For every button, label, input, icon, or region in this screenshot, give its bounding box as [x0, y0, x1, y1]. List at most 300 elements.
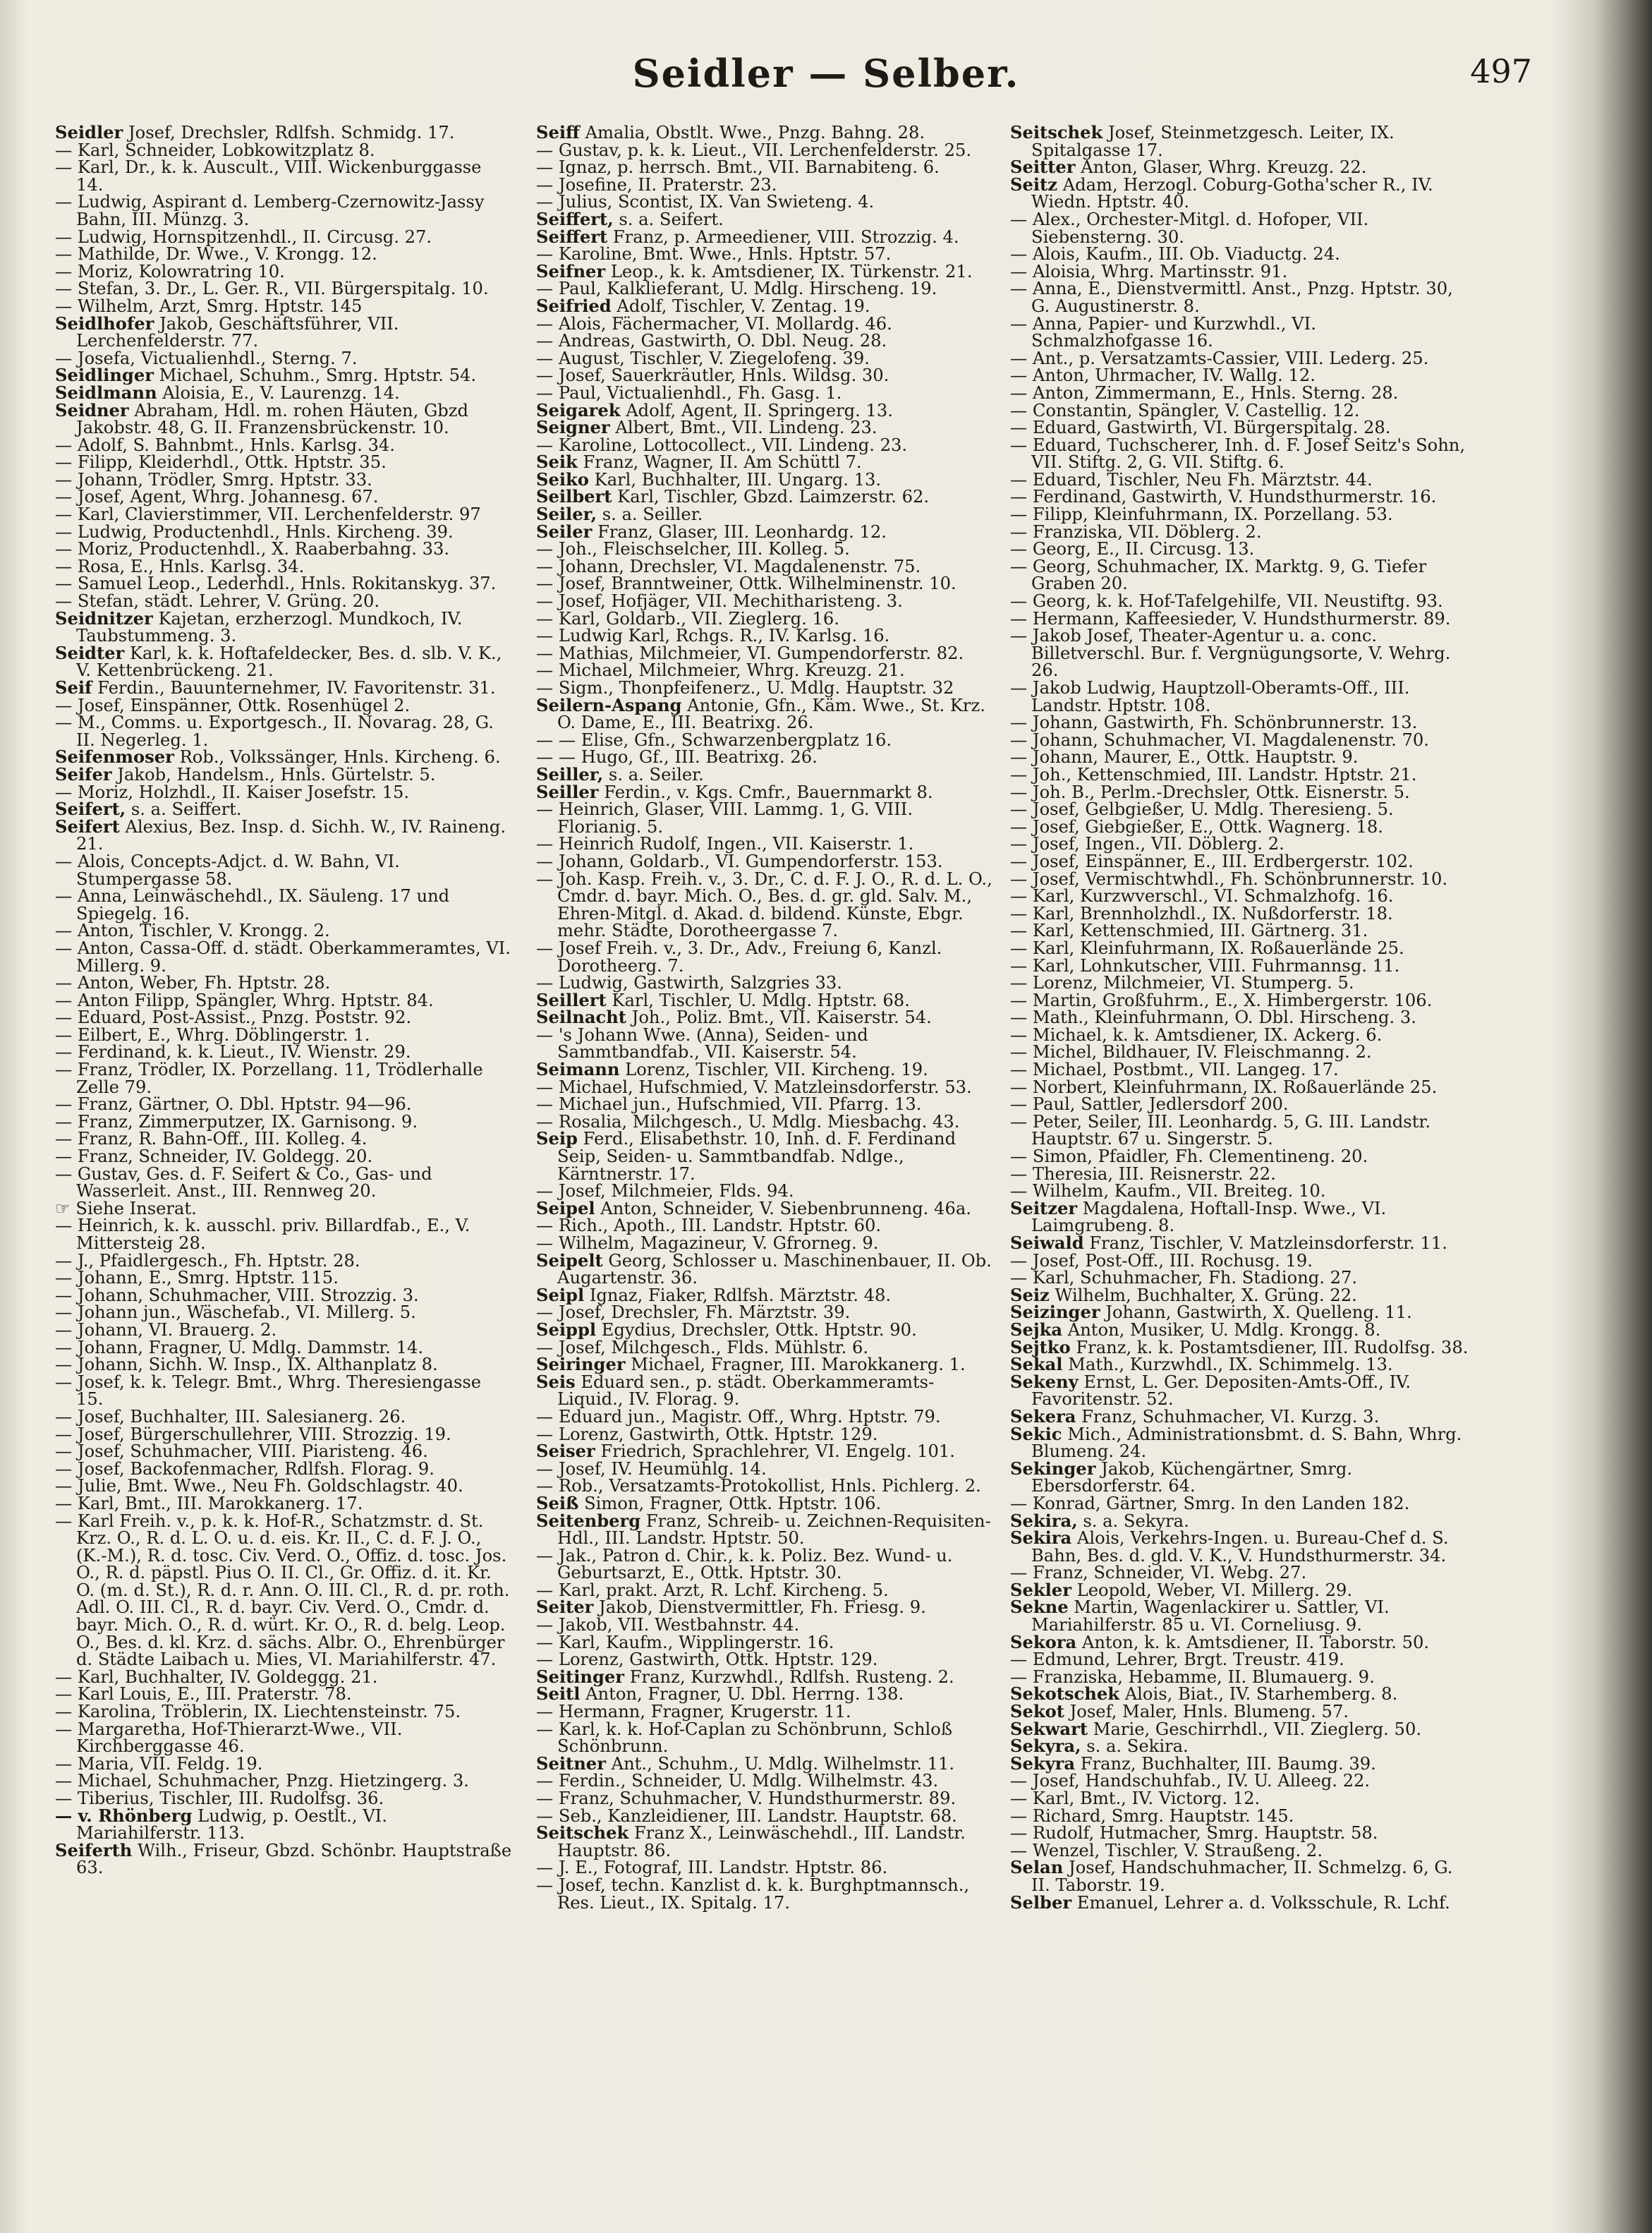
entry-text: — Anton, Cassa-Off. d. städt. Oberkammeramtes, VI. Millerg. 9. [55, 938, 511, 976]
directory-entry [1010, 382, 1469, 403]
entry-text: — Jakob, VII. Westbahnstr. 44. [536, 1615, 800, 1635]
directory-entry [536, 540, 995, 558]
entry-surname: Sekne [1010, 1597, 1069, 1618]
entry-surname: Sekler [1010, 1579, 1071, 1600]
entry-surname: Selan [1010, 1857, 1064, 1878]
entry-text: — Ferdinand, Gastwirth, V. Hundsthurmerstr. 16. [1010, 487, 1437, 507]
entry-text: — Rosalia, Milchgesch., U. Mdlg. Miesbachg. 43. [536, 1111, 960, 1132]
directory-entry [536, 1582, 995, 1599]
entry-text: — Karl, prakt. Arzt, R. Lchf. Kircheng. 5. [536, 1580, 889, 1600]
entry-text: — Johann, VI. Brauerg. 2. [55, 1319, 277, 1340]
directory-entry [1010, 1842, 1469, 1860]
entry-surname: Seilbert [536, 486, 612, 507]
entry-text: — Karl, Lohnkutscher, VIII. Fuhrmannsg. 11. [1010, 955, 1400, 976]
entry-text: — Joh. B., Perlm.-Drechsler, Ottk. Eisnerstr. 5. [1010, 782, 1410, 802]
directory-entry [1010, 521, 1469, 542]
entry-text: — Wilhelm, Arzt, Smrg. Hptstr. 145 [55, 296, 363, 316]
directory-entry [536, 1426, 995, 1444]
entry-text: Karl, Buchhalter, III. Ungarg. 13. [588, 469, 882, 490]
entry-surname: Seidlmann [55, 382, 157, 403]
entry-text: — Moriz, Productenhdl., X. Raaberbahng. 33. [55, 539, 450, 559]
entry-surname: Seidlhofer [55, 313, 154, 334]
entry-text: — Josef, Milchgesch., Flds. Mühlstr. 6. [536, 1337, 869, 1357]
entry-text: Emanuel, Lehrer a. d. Volksschule, R. Lchf. [1071, 1892, 1450, 1913]
directory-entry [536, 732, 995, 749]
directory-entry [55, 607, 514, 646]
directory-entry [55, 124, 514, 142]
directory-entry [1010, 1304, 1469, 1321]
entry-text: — Franz, Schuhmacher, V. Hundsthurmerstr. 89. [536, 1789, 956, 1808]
entry-text: — Johann, Schuhmacher, VI. Magdalenenstr. 70. [1010, 730, 1429, 750]
entry-text: — Franz, Zimmerputzer, IX. Garnisong. 9. [55, 1111, 418, 1132]
directory-entry [1010, 1683, 1469, 1705]
entry-text: — Lorenz, Gastwirth, Ottk. Hptstr. 129. [536, 1424, 878, 1444]
entry-text: Franz, k. k. Postamtsdiener, III. Rudolfsg. 38. [1070, 1337, 1469, 1357]
entry-text: Adam, Herzogl. Coburg-Gotha'scher R., IV. Wiedn. Hptstr. 40. [1031, 174, 1433, 212]
directory-entry [1010, 1043, 1469, 1061]
entry-text: — Alois, Kaufm., III. Ob. Viaductg. 24. [1010, 244, 1340, 265]
directory-entry [1010, 315, 1469, 350]
entry-text: Adolf, Tischler, V. Zentag. 19. [611, 296, 870, 316]
entry-text: — Michael, Postbmt., VII. Langeg. 17. [1010, 1060, 1339, 1080]
directory-entry [1010, 263, 1469, 281]
directory-entry [1010, 1460, 1469, 1495]
entry-text: — — Elise, Gfn., Schwarzenbergplatz 16. [536, 730, 892, 750]
directory-entry [536, 662, 995, 679]
entry-text: Math., Kurzwhdl., IX. Schimmelg. 13. [1062, 1355, 1393, 1375]
directory-entry [536, 1356, 995, 1374]
directory-entry [536, 1130, 995, 1182]
entry-text: Martin, Wagenlackirer u. Sattler, VI. Mariahilferstr. 85 u. VI. Corneliusg. 9. [1031, 1597, 1390, 1635]
entry-text: Franz, p. Armeediener, VIII. Strozzig. 4. [607, 226, 959, 247]
directory-entry [55, 801, 514, 818]
entry-text: — Andreas, Gastwirth, O. Dbl. Neug. 28. [536, 331, 887, 351]
entry-surname: Sekeny [1010, 1371, 1079, 1392]
entry-text: Alois, Biat., IV. Starhemberg. 8. [1119, 1684, 1398, 1705]
entry-surname: Seiwald [1010, 1233, 1084, 1253]
directory-entry [1010, 1009, 1469, 1027]
entry-text: — Franz, R. Bahn-Off., III. Kolleg. 4. [55, 1129, 368, 1149]
entry-text: Franz X., Leinwäschehdl., III. Landstr. Hauptstr. 86. [557, 1823, 966, 1860]
directory-entry [1010, 124, 1469, 159]
entry-surname: Sekot [1010, 1701, 1064, 1722]
entry-text: Franz, Wagner, II. Am Schüttl 7. [577, 452, 862, 473]
entry-surname: Seiringer [536, 1354, 626, 1375]
entry-text: — Josef, Bürgerschullehrer, VIII. Strozzig. 19. [55, 1424, 451, 1444]
directory-entry [536, 1634, 995, 1652]
directory-entry [1010, 835, 1469, 853]
entry-surname: Seitz [1010, 174, 1057, 195]
entry-surname: Seipl [536, 1284, 585, 1305]
entry-text: — Johann, Maurer, E., Ottk. Hauptstr. 9. [1010, 747, 1359, 768]
directory-entry [536, 1096, 995, 1113]
directory-entry [1010, 1096, 1469, 1113]
entry-text: — Karl Freih. v., p. k. k. Hof-R., Schatzmstr. d. St. Krz. O., R. d. L. O. u. d. eis. Kr. II., C. d. F. J. O., (K.-M.), R. d. tosc. Civ. Verd. O., Offiz. d. tosc. Jos. O., R. d. päpstl. Pius O. II. Cl., Gr. Offiz. d. it. Kr. O. (m. d. St.), R. d. r. Ann. O. III. Cl., R. d. pr. roth. Adl. O. III. Cl., R. d. bayr. Civ. Verd. O., Cmdr. d. bayr. Mich. O., R. d. würt. Kr. O., R. d. belg. Leop. O., Bes. d. kl. Krz. d. sächs. Albr. O., Ehrenbürger d. Städte Laibach u. Mies, VI. Mariahilferstr. 47. [55, 1511, 510, 1670]
directory-entry [536, 142, 995, 159]
directory-entry [1010, 1371, 1469, 1410]
directory-entry [55, 1666, 514, 1687]
directory-entry [536, 763, 995, 785]
entry-text: — Michael, Hufschmied, V. Matzleinsdorferstr. 53. [536, 1077, 972, 1097]
directory-entry [536, 1304, 995, 1321]
entry-text: Jakob, Geschäftsführer, VII. Lerchenfelderstr. 77. [76, 313, 399, 351]
entry-text: — Ludwig, Productenhdl., Hnls. Kircheng. 39. [55, 521, 454, 542]
directory-entry [1010, 610, 1469, 628]
directory-entry [1010, 974, 1469, 992]
entry-surname: Seidler [55, 124, 123, 143]
directory-entry [55, 853, 514, 888]
entry-surname: Seizinger [1010, 1302, 1100, 1323]
directory-entry [55, 1130, 514, 1148]
entry-text: — Rosa, E., Hnls. Karlsg. 34. [55, 556, 305, 576]
directory-entry [55, 818, 514, 853]
directory-entry [536, 1599, 995, 1616]
directory-entry [55, 280, 514, 298]
directory-entry [1010, 627, 1469, 679]
directory-entry [536, 1408, 995, 1426]
entry-text: Adolf, Agent, II. Springerg. 13. [620, 400, 893, 420]
directory-entry [536, 1061, 995, 1079]
directory-entry [536, 1113, 995, 1131]
directory-entry [536, 1079, 995, 1096]
directory-entry [536, 350, 995, 368]
entry-text: Franz, Kurzwhdl., Rdlfsh. Rusteng. 2. [624, 1666, 954, 1687]
entry-text: — Georg, k. k. Hof-Tafelgehilfe, VII. Neustiftg. 93. [1010, 591, 1443, 612]
directory-entry [1010, 1252, 1469, 1270]
entry-surname: Seifert, [55, 799, 126, 820]
directory-entry [55, 679, 514, 697]
directory-entry [55, 488, 514, 506]
directory-entry [536, 315, 995, 333]
directory-entry [536, 627, 995, 645]
entry-text: — Franz, Schneider, VI. Webg. 27. [1010, 1563, 1307, 1583]
entry-text: — Karl, Dr., k. k. Auscult., VIII. Wickenburggasse 14. [55, 157, 482, 195]
directory-entry [55, 226, 514, 247]
directory-entry [1010, 1163, 1469, 1184]
entry-text: — Johann, E., Smrg. Hptstr. 115. [55, 1268, 339, 1288]
entry-text: — Karoline, Bmt. Wwe., Hnls. Hptstr. 57. [536, 244, 892, 265]
entry-surname: Sekal [1010, 1354, 1063, 1375]
directory-entry [1010, 1579, 1469, 1600]
page-header [0, 51, 1652, 107]
entry-text: — Josef, Einspänner, E., III. Erdbergerstr. 102. [1010, 851, 1414, 871]
entry-surname: Selber [1010, 1892, 1072, 1913]
directory-entry [1010, 1564, 1469, 1582]
directory-entry [1010, 922, 1469, 940]
directory-entry [55, 1477, 514, 1495]
entry-surname: Seipelt [536, 1249, 603, 1271]
entry-text: Franz, Buchhalter, III. Baumg. 39. [1075, 1753, 1376, 1774]
directory-entry [1010, 871, 1469, 888]
entry-text: — Paul, Victualienhdl., Fh. Gasg. 1. [536, 382, 842, 403]
entry-text: — Ludwig, Hornspitzenhdl., II. Circusg. 27. [55, 226, 432, 247]
entry-text: Josef, Maler, Hnls. Blumeng. 57. [1064, 1702, 1349, 1722]
directory-entry [55, 1513, 514, 1669]
directory-entry [1010, 471, 1469, 489]
directory-entry [536, 610, 995, 628]
entry-text: Ludwig, p. Oestlt., VI. Mariahilferstr. 113. [76, 1805, 387, 1844]
directory-entry [55, 399, 514, 438]
entry-text: Anton, k. k. Amtsdiener, II. Taborstr. 50. [1076, 1632, 1430, 1652]
entry-text: — Georg, E., II. Circusg. 13. [1010, 539, 1255, 559]
directory-entry [1010, 1651, 1469, 1669]
directory-entry [1010, 1269, 1469, 1287]
directory-entry [536, 1371, 995, 1410]
directory-entry [1010, 437, 1469, 471]
directory-entry [55, 1339, 514, 1357]
entry-text: — Josef, IV. Heumühlg. 14. [536, 1458, 767, 1479]
directory-entry [55, 1408, 514, 1426]
entry-text: — Wilhelm, Kaufm., VII. Breiteg. 10. [1010, 1181, 1326, 1202]
entry-text: — Mathias, Milchmeier, VI. Gumpendorferstr. 82. [536, 643, 964, 663]
entry-surname: Seillert [536, 989, 607, 1010]
entry-text: Rob., Volkssänger, Hnls. Kircheng. 6. [174, 747, 501, 768]
entry-text: — Julie, Bmt. Wwe., Neu Fh. Goldschlagstr. 40. [55, 1476, 463, 1496]
directory-entry [55, 1460, 514, 1478]
entry-text: s. a. Seifert. [613, 209, 724, 229]
directory-entry [1010, 246, 1469, 263]
entry-text: — Moriz, Kolowratring 10. [55, 261, 285, 282]
entry-surname: Seiter [536, 1597, 594, 1618]
directory-entry [1010, 1405, 1469, 1427]
entry-text: — Josef, Milchmeier, Flds. 94. [536, 1181, 794, 1202]
directory-entry [536, 1616, 995, 1634]
entry-surname: Seifer [55, 763, 112, 785]
entry-text: — Samuel Leop., Lederhdl., Hnls. Rokitanskyg. 37. [55, 574, 497, 594]
directory-entry [55, 315, 514, 350]
entry-text: — Wilhelm, Magazineur, V. Gfrorneg. 9. [536, 1233, 879, 1253]
entry-text: — Margaretha, Hof-Thierarzt-Wwe., VII. Kirchberggasse 46. [55, 1719, 403, 1757]
entry-surname: Seilern-Aspang [536, 694, 682, 715]
entry-text: Kajetan, erzherzogl. Mundkoch, IV. Taubstummeng. 3. [76, 608, 463, 646]
directory-entry [1010, 593, 1469, 610]
directory-entry [55, 263, 514, 281]
entry-surname: Sejtko [1010, 1336, 1071, 1357]
entry-surname: Seitinger [536, 1666, 625, 1687]
entry-text: Franz, Tischler, V. Matzleinsdorferstr. 11. [1083, 1233, 1447, 1253]
entry-text: — Anton Filipp, Spängler, Whrg. Hptstr. 84. [55, 990, 434, 1010]
entry-text: — Ferdin., Schneider, U. Mdlg. Wilhelmstr. 43. [536, 1771, 939, 1791]
directory-entry [55, 1755, 514, 1773]
directory-entry [1010, 853, 1469, 871]
directory-entry [55, 540, 514, 558]
entry-surname: Seitschek [536, 1822, 629, 1844]
directory-entry [55, 1304, 514, 1321]
entry-text: — Alex., Orchester-Mitgl. d. Hofoper, VII. Siebensterng. 30. [1010, 209, 1369, 247]
entry-text: — Franz, Gärtner, O. Dbl. Hptstr. 94—96. [55, 1094, 412, 1115]
entry-text: — Eduard jun., Magistr. Off., Whrg. Hptstr. 79. [536, 1406, 941, 1427]
directory-entry [55, 1772, 514, 1790]
entry-text: — Tiberius, Tischler, III. Rudolfsg. 36. [55, 1789, 384, 1808]
directory-entry [1010, 350, 1469, 368]
directory-entry [55, 575, 514, 593]
entry-text: Ernst, L. Ger. Depositen-Amts-Off., IV. Favoritenstr. 52. [1031, 1372, 1411, 1410]
entry-text: Ferd., Elisabethstr. 10, Inh. d. F. Ferdinand Seip, Seiden- u. Sammtbandfab. Ndlge., Kärntnerstr. 17. [557, 1129, 956, 1184]
entry-text: — Filipp, Kleinfuhrmann, IX. Porzellang. 53. [1010, 504, 1393, 525]
entry-text: s. a. Sekira. [1081, 1736, 1189, 1757]
entry-text: — Moriz, Holzhdl., II. Kaiser Josefstr. 15. [55, 782, 410, 802]
directory-entry [1010, 1527, 1469, 1566]
entry-text: — Ludwig, Aspirant d. Lemberg-Czernowitz-Jassy Bahn, III. Münzg. 3. [55, 192, 485, 229]
entry-surname: Seigner [536, 417, 610, 438]
entry-text: Michael, Schuhm., Smrg. Hptstr. 54. [153, 365, 477, 386]
entry-text: — Josef, Buchhalter, III. Salesianerg. 26. [55, 1406, 406, 1427]
entry-text: — Karl, Schneider, Lobkowitzplatz 8. [55, 140, 375, 160]
directory-entry [536, 176, 995, 194]
entry-text: — Johann, Gastwirth, Fh. Schönbrunnerstr. 13. [1010, 713, 1418, 733]
entry-text: — Karl, Clavierstimmer, VII. Lerchenfelderstr. 97 [55, 504, 481, 525]
directory-entry [536, 1547, 995, 1582]
entry-text: — Josef, Agent, Whrg. Johannesg. 67. [55, 487, 379, 507]
directory-entry [55, 1148, 514, 1166]
entry-text: — Richard, Smrg. Hauptstr. 145. [1010, 1805, 1294, 1826]
directory-entry [1010, 402, 1469, 420]
directory-entry [55, 471, 514, 489]
entry-text: Johann, Gastwirth, X. Quelleng. 11. [1100, 1302, 1412, 1323]
directory-entry [536, 1024, 995, 1063]
entry-surname: Seif [55, 677, 92, 698]
entry-text: — Karl, Bmt., IV. Victorg. 12. [1010, 1789, 1261, 1808]
entry-text: — Ludwig, Gastwirth, Salzgries 33. [536, 973, 842, 993]
entry-text: — Filipp, Kleiderhdl., Ottk. Hptstr. 35. [55, 452, 387, 473]
directory-entry [1010, 1423, 1469, 1462]
entry-text: — Josef, Vermischtwhdl., Fh. Schönbrunnerstr. 10. [1010, 869, 1448, 889]
directory-entry [536, 1683, 995, 1705]
directory-entry [55, 1024, 514, 1045]
entry-text: — Lorenz, Milchmeier, VI. Stumperg. 5. [1010, 973, 1354, 993]
entry-text: Josef, Steinmetzgesch. Leiter, IX. Spitalgasse 17. [1031, 124, 1395, 160]
entry-text: — Johann, Trödler, Smrg. Hptstr. 33. [55, 469, 372, 490]
entry-text: — Anton, Tischler, V. Krongg. 2. [55, 921, 330, 941]
entry-text: Franz, Schreib- u. Zeichnen-Requisiten-Hdl., III. Landstr. Hptstr. 50. [557, 1511, 991, 1549]
column-left [55, 124, 514, 2213]
entry-text: — Anna, E., Dienstvermittl. Anst., Pnzg. Hptstr. 30, G. Augustinerstr. 8. [1010, 279, 1453, 316]
entry-text: — Julius, Scontist, IX. Van Swieteng. 4. [536, 192, 875, 212]
entry-surname: Sekira [1010, 1527, 1072, 1549]
entry-text: — Rudolf, Hutmacher, Smrg. Hauptstr. 58. [1010, 1823, 1378, 1844]
directory-entry [536, 419, 995, 437]
directory-entry [536, 853, 995, 871]
directory-entry [55, 1686, 514, 1703]
directory-entry [536, 1703, 995, 1721]
entry-text: — Math., Kleinfuhrmann, O. Dbl. Hirscheng. 3. [1010, 1007, 1416, 1028]
entry-text: — Martin, Großfuhrm., E., X. Himbergerstr. 106. [1010, 990, 1433, 1010]
entry-surname: Seifenmoser [55, 746, 174, 768]
entry-text: — Josef, Einspänner, Ottk. Rosenhügel 2. [55, 695, 411, 715]
entry-text: — Anton, Weber, Fh. Hptstr. 28. [55, 973, 331, 993]
directory-entry [536, 159, 995, 176]
directory-entry [536, 1824, 995, 1859]
entry-surname: Sekera [1010, 1405, 1076, 1427]
entry-text: — Simon, Pfaidler, Fh. Clementineng. 20. [1010, 1146, 1368, 1167]
directory-entry [536, 871, 995, 940]
column-middle [536, 124, 995, 2213]
entry-text: — Joh., Fleischselcher, III. Kolleg. 5. [536, 539, 850, 559]
directory-entry [1010, 1772, 1469, 1790]
directory-entry [1010, 905, 1469, 923]
entry-text: — Wenzel, Tischler, V. Straußeng. 2. [1010, 1840, 1323, 1860]
entry-text: — Eduard, Tuchscherer, Inh. d. F. Josef Seitz's Sohn, VII. Stiftg. 2, G. VII. Stiftg. 6. [1010, 435, 1466, 473]
directory-entry [55, 1356, 514, 1374]
entry-text: — — Hugo, Gf., III. Beatrixg. 26. [536, 747, 818, 768]
entry-surname: — v. Rhönberg [55, 1805, 193, 1826]
directory-entry [536, 1460, 995, 1478]
directory-entry [1010, 367, 1469, 385]
entry-text: Jakob, Dienstvermittler, Fh. Friesg. 9. [593, 1597, 926, 1618]
directory-entry [55, 193, 514, 228]
directory-entry [536, 749, 995, 766]
directory-entry [536, 1217, 995, 1235]
directory-entry [536, 940, 995, 974]
directory-entry [1010, 1495, 1469, 1513]
directory-entry [536, 575, 995, 593]
directory-entry [1010, 1631, 1469, 1652]
directory-entry [55, 159, 514, 193]
entry-text: — Karl, Brennholzhdl., IX. Nußdorferstr. 18. [1010, 903, 1393, 924]
directory-entry [1010, 1113, 1469, 1148]
entry-text: — Adolf, S. Bahnbmt., Hnls. Karlsg. 34. [55, 435, 395, 455]
entry-text: Simon, Fragner, Ottk. Hptstr. 106. [578, 1493, 882, 1513]
entry-text: — Josef, Handschuhfab., IV. U. Alleeg. 22. [1010, 1771, 1371, 1791]
entry-text: — Sigm., Thonpfeifenerz., U. Mdlg. Hauptstr. 32 [536, 678, 954, 698]
entry-text: — Paul, Sattler, Jedlersdorf 200. [1010, 1094, 1289, 1115]
entry-text: s. a. Seiffert. [126, 799, 242, 820]
entry-text: — Anna, Leinwäschehdl., IX. Säuleng. 17 und Spiegelg. 16. [55, 886, 450, 924]
directory-entry [536, 1284, 995, 1305]
directory-entry [55, 558, 514, 576]
entry-surname: Seitl [536, 1683, 581, 1705]
entry-text: Franz, Glaser, III. Leonhardg. 12. [592, 521, 887, 542]
directory-entry [1010, 280, 1469, 315]
directory-entry [1010, 940, 1469, 957]
entry-text: Alexius, Bez. Insp. d. Sichh. W., IV. Raineng. 21. [76, 816, 506, 854]
entry-text: Leopold, Weber, VI. Millerg. 29. [1071, 1580, 1353, 1600]
entry-surname: Seip [536, 1128, 578, 1149]
directory-entry [536, 1443, 995, 1460]
entry-surname: Sekira, [1010, 1510, 1078, 1531]
directory-entry [55, 746, 514, 768]
entry-text: — Rob., Versatzamts-Protokollist, Hnls. Pichlerg. 2. [536, 1476, 981, 1496]
directory-entry [536, 506, 995, 524]
entry-text: Albert, Bmt., VII. Lindeng. 23. [609, 418, 877, 438]
directory-entry [1010, 419, 1469, 437]
entry-text: Karl, Tischler, Gbzd. Laimzerstr. 62. [612, 487, 930, 507]
entry-text: — Eduard, Tischler, Neu Fh. Märztstr. 44. [1010, 469, 1373, 490]
directory-entry [536, 1321, 995, 1339]
entry-surname: Seigarek [536, 399, 621, 420]
directory-entry [55, 1443, 514, 1460]
entry-text: — Peter, Seiler, III. Leonhardg. 5, G. III. Landstr. Hauptstr. 67 u. Singerstr. 5. [1010, 1111, 1431, 1149]
entry-surname: Seiffert [536, 226, 608, 247]
entry-surname: Seifried [536, 295, 612, 316]
entry-text: — Josef, k. k. Telegr. Bmt., Whrg. Theresiengasse 15. [55, 1372, 482, 1410]
directory-entry [1010, 818, 1469, 836]
entry-text: Abraham, Hdl. m. rohen Häuten, Gbzd Jakobstr. 48, G. II. Franzensbrückenstr. 10. [76, 400, 469, 438]
directory-entry [55, 1287, 514, 1305]
directory-entry [1010, 1510, 1469, 1531]
directory-entry [55, 1252, 514, 1270]
directory-entry [536, 593, 995, 610]
directory-entry [1010, 1859, 1469, 1894]
entry-text: — Franziska, Hebamme, II. Blumauerg. 9. [1010, 1666, 1375, 1687]
entry-surname: Sekotschek [1010, 1683, 1119, 1705]
entry-text: — Michael, k. k. Amtsdiener, IX. Ackerg. 6. [1010, 1024, 1383, 1045]
entry-text: ☞ Siehe Inserat. [55, 1198, 197, 1218]
entry-surname: Seipel [536, 1197, 595, 1218]
column-right [1010, 124, 1469, 2213]
directory-entry [536, 694, 995, 733]
entry-text: — Michael jun., Hufschmied, VII. Pfarrg. 13. [536, 1094, 922, 1115]
